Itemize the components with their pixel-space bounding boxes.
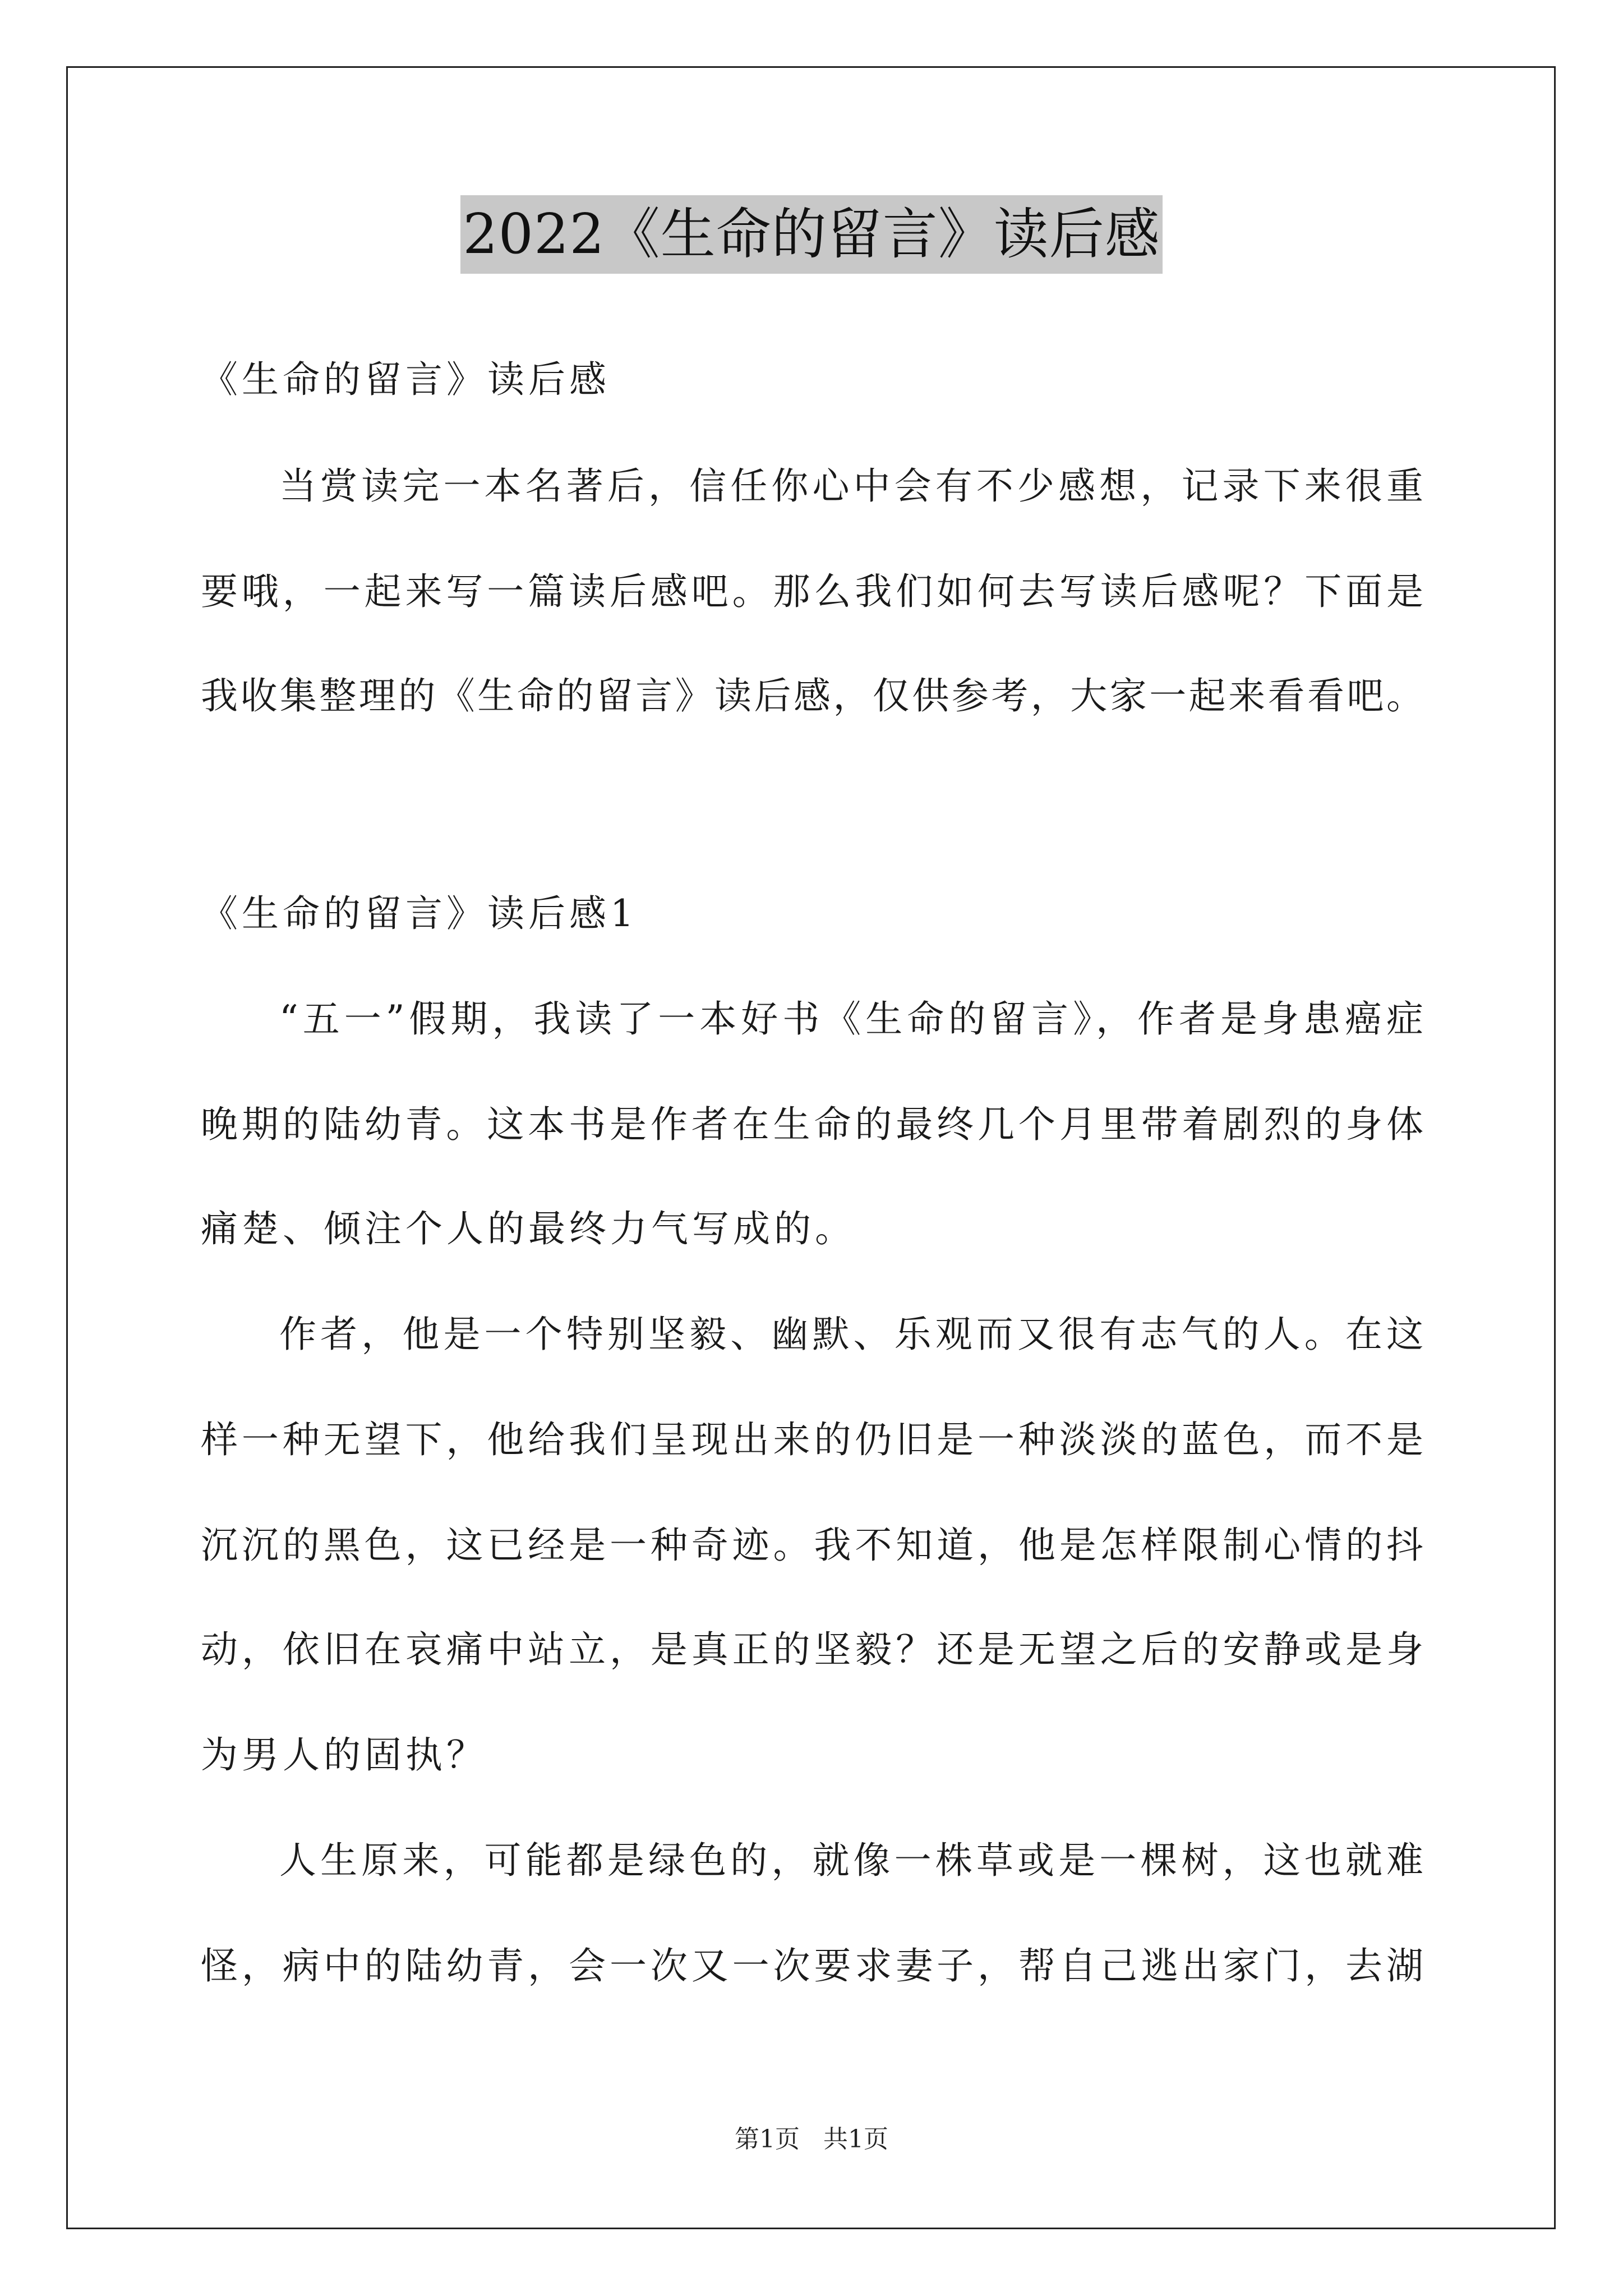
footer-spacer <box>800 2125 823 2154</box>
paragraph-line: 我收集整理的《生命的留言》读后感，仅供参考，大家一起来看看吧。 <box>201 674 1423 717</box>
paragraph-line: 当赏读完一本名著后，信任你心中会有不少感想，记录下来很重 <box>279 464 1423 508</box>
paragraph-line: 作者，他是一个特别坚毅、幽默、乐观而又很有志气的人。在这 <box>279 1313 1423 1356</box>
paragraph-line: 动，依旧在哀痛中站立，是真正的坚毅？还是无望之后的安静或是身 <box>201 1628 1423 1671</box>
paragraph-line: 为男人的固执？ <box>201 1733 487 1777</box>
paragraph-line: 要哦，一起来写一篇读后感吧。那么我们如何去写读后感呢？下面是 <box>201 570 1423 613</box>
paragraph-line: 怪，病中的陆幼青，会一次又一次要求妻子，帮自己逃出家门，去湖 <box>201 1944 1423 1987</box>
paragraph-line: 晚期的陆幼青。这本书是作者在生命的最终几个月里带着剧烈的身体 <box>201 1103 1423 1146</box>
page-footer <box>0 2123 1623 2156</box>
paragraph-line: 痛楚、倾注个人的最终力气写成的。 <box>201 1207 856 1250</box>
paragraph-line: 人生原来，可能都是绿色的，就像一株草或是一棵树，这也就难 <box>279 1839 1423 1882</box>
paragraph-line: 样一种无望下，他给我们呈现出来的仍旧是一种淡淡的蓝色，而不是 <box>201 1418 1423 1461</box>
document-title: 2022《生命的留言》读后感 <box>460 195 1162 274</box>
section-heading: 《生命的留言》读后感 <box>201 358 610 401</box>
page-number: 第1页 <box>735 2125 800 2154</box>
title-container <box>0 195 1623 274</box>
paragraph-line: “五一”假期，我读了一本好书《生命的留言》，作者是身患癌症 <box>279 997 1423 1041</box>
section-heading: 《生命的留言》读后感1 <box>201 892 638 935</box>
page-total: 共1页 <box>823 2125 888 2154</box>
paragraph-line: 沉沉的黑色，这已经是一种奇迹。我不知道，他是怎样限制心情的抖 <box>201 1524 1423 1567</box>
